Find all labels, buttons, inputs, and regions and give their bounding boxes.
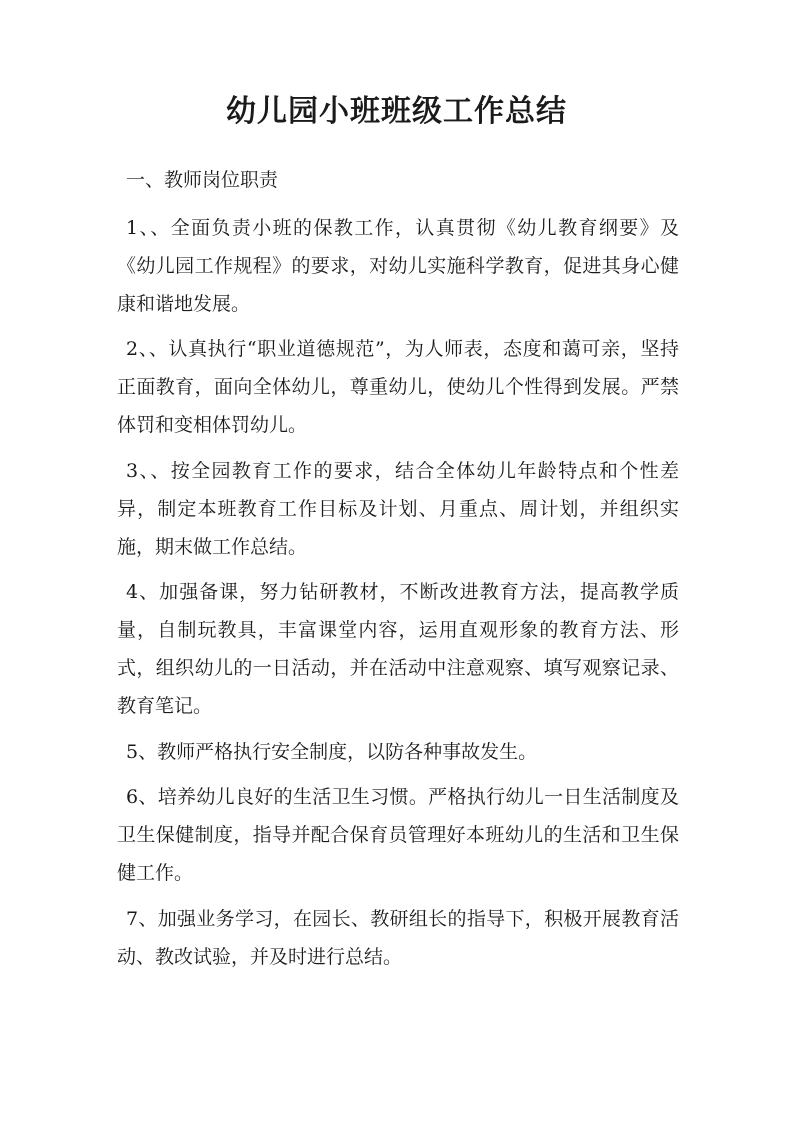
paragraph-6 [117, 778, 679, 892]
document-title: 幼儿园小班班级工作总结 [226, 94, 567, 129]
paragraph-4-text: 4、加强备课，努力钻研教材，不断改进教育方法，提高教学质量，自制玩教具，丰富课堂内容，运用直观形象的教育方法、形式，组织幼儿的一日活动，并在活动中注意观察、填写观察记录、教育笔记。 [117, 581, 679, 717]
paragraph-2-text: 2、、认真执行“职业道德规范”，为人师表，态度和蔼可亲，坚持正面教育，面向全体幼儿，尊重幼儿，使幼儿个性得到发展。严禁体罚和变相体罚幼儿。 [117, 338, 679, 436]
paragraph-4 [117, 573, 679, 725]
paragraph-6-text: 6、培养幼儿良好的生活卫生习惯。严格执行幼儿一日生活制度及卫生保健制度，指导并配合保育员管理好本班幼儿的生活和卫生保健工作。 [117, 786, 679, 884]
paragraph-5-text: 5、教师严格执行安全制度，以防各种事故发生。 [126, 741, 538, 763]
paragraph-1 [117, 209, 679, 323]
paragraph-2 [117, 330, 679, 444]
paragraph-7 [117, 900, 679, 976]
paragraph-3 [117, 452, 679, 566]
paragraph-5 [117, 733, 679, 771]
paragraph-3-text: 3、、按全园教育工作的要求，结合全体幼儿年龄特点和个性差异，制定本班教育工作目标及计划、月重点、周计划，并组织实施，期末做工作总结。 [117, 460, 679, 558]
section-heading: 一、教师岗位职责 [126, 169, 279, 191]
paragraph-1-text: 1、、全面负责小班的保教工作，认真贯彻《幼儿教育纲要》及《幼儿园工作规程》的要求，对幼儿实施科学教育，促进其身心健康和谐地发展。 [117, 217, 679, 315]
paragraph-7-text: 7、加强业务学习，在园长、教研组长的指导下，积极开展教育活动、教改试验，并及时进行总结。 [117, 908, 679, 968]
